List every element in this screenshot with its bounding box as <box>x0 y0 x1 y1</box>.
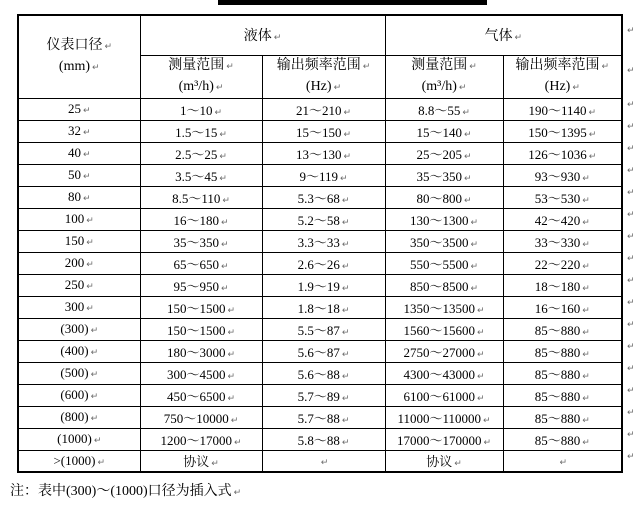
value-cell: 450～6500 ↵ <box>140 384 262 406</box>
footnote-text: 注：表中(300)～(1000)口径为插入式 <box>10 484 232 499</box>
gas-frequency-unit: (Hz) <box>544 78 571 94</box>
line-break-mark: ↵ <box>341 437 350 448</box>
value-cell: 33～330 ↵ <box>503 230 622 252</box>
value-cell: 18～180 ↵ <box>503 274 622 296</box>
table-row <box>18 230 622 252</box>
row-end-mark: ↵ <box>627 66 635 76</box>
line-break-mark: ↵ <box>215 82 224 93</box>
value-cell: 21～210 ↵ <box>262 98 385 120</box>
gas-range-unit: (m³/h) <box>421 78 457 94</box>
value-cell: 15～150 ↵ <box>262 120 385 142</box>
line-break-mark: ↵ <box>601 61 610 72</box>
table-row <box>18 340 622 362</box>
row-end-mark: ↵ <box>627 452 635 462</box>
value-cell: 9～119 ↵ <box>262 164 385 186</box>
line-break-mark: ↵ <box>582 173 590 184</box>
line-break-mark: ↵ <box>220 239 229 250</box>
value-cell <box>262 450 385 472</box>
table-row <box>18 98 622 120</box>
flow-meter-spec-table <box>17 14 623 473</box>
value-cell: 1.8～18 ↵ <box>262 296 385 318</box>
line-break-mark: ↵ <box>341 239 350 250</box>
value-cell: 5.8～88 ↵ <box>262 428 385 450</box>
line-break-mark: ↵ <box>582 283 590 294</box>
line-break-mark: ↵ <box>333 82 342 93</box>
value-cell: 80～800 ↵ <box>385 186 503 208</box>
value-cell: 850～8500 ↵ <box>385 274 503 296</box>
value-cell: 22～220 ↵ <box>503 252 622 274</box>
value-cell: 53～530 ↵ <box>503 186 622 208</box>
line-break-mark: ↵ <box>588 151 597 162</box>
header-cell-gas-range <box>385 55 503 98</box>
line-break-mark: ↵ <box>90 326 99 336</box>
line-break-mark: ↵ <box>219 129 227 140</box>
line-break-mark: ↵ <box>470 239 479 250</box>
line-break-mark: ↵ <box>227 349 236 360</box>
gas-frequency-label: 输出频率范围 <box>515 57 600 73</box>
row-end-mark: ↵ <box>627 144 635 154</box>
row-end-mark: ↵ <box>627 254 635 264</box>
header-cell-liquid-group <box>140 15 385 55</box>
line-break-mark: ↵ <box>82 172 91 182</box>
value-cell: 130～1300 ↵ <box>385 208 503 230</box>
line-break-mark: ↵ <box>90 414 99 424</box>
line-break-mark: ↵ <box>477 371 485 382</box>
line-break-mark: ↵ <box>219 173 227 184</box>
line-break-mark: ↵ <box>582 349 590 360</box>
table-row <box>18 450 622 472</box>
line-break-mark: ↵ <box>86 282 94 292</box>
diameter-cell: 80 ↵ <box>18 186 140 208</box>
line-break-mark: ↵ <box>82 150 91 160</box>
line-break-mark: ↵ <box>226 61 234 72</box>
header-row-groups <box>18 15 622 55</box>
line-break-mark: ↵ <box>340 173 348 184</box>
line-break-mark: ↵ <box>582 305 590 316</box>
line-break-mark: ↵ <box>82 194 91 204</box>
value-cell: 1～10 ↵ <box>140 98 262 120</box>
value-cell: 5.7～89 ↵ <box>262 384 385 406</box>
line-break-mark: ↵ <box>82 128 91 138</box>
line-break-mark: ↵ <box>483 437 492 448</box>
diameter-cell: (300) ↵ <box>18 318 140 340</box>
header-cell-liquid-range <box>140 55 262 98</box>
line-break-mark: ↵ <box>86 216 94 226</box>
line-break-mark: ↵ <box>90 392 99 402</box>
value-cell: 1350～13500 ↵ <box>385 296 503 318</box>
table-body <box>18 98 622 472</box>
value-cell: 85～880 ↵ <box>503 428 622 450</box>
row-end-mark: ↵ <box>627 342 635 352</box>
line-break-mark: ↵ <box>469 61 477 72</box>
line-break-mark: ↵ <box>86 304 94 314</box>
line-break-mark: ↵ <box>220 283 229 294</box>
row-end-mark: ↵ <box>627 210 635 220</box>
value-cell: 85～880 ↵ <box>503 340 622 362</box>
diameter-cell: 50 ↵ <box>18 164 140 186</box>
value-cell: 300～4500 ↵ <box>140 362 262 384</box>
table-row <box>18 428 622 450</box>
line-break-mark: ↵ <box>582 239 590 250</box>
diameter-cell: 32 ↵ <box>18 120 140 142</box>
table-row <box>18 362 622 384</box>
line-break-mark: ↵ <box>227 327 236 338</box>
line-break-mark: ↵ <box>477 393 485 404</box>
diameter-cell: (400) ↵ <box>18 340 140 362</box>
value-cell: 16～160 ↵ <box>503 296 622 318</box>
value-cell: 2750～27000 ↵ <box>385 340 503 362</box>
value-cell: 2.5～25 ↵ <box>140 142 262 164</box>
value-cell: 2.6～26 ↵ <box>262 252 385 274</box>
line-break-mark: ↵ <box>220 217 229 228</box>
value-cell: 35～350 ↵ <box>385 164 503 186</box>
line-break-mark: ↵ <box>582 437 590 448</box>
line-break-mark: ↵ <box>464 129 472 140</box>
line-break-mark: ↵ <box>227 371 236 382</box>
line-break-mark: ↵ <box>86 238 94 248</box>
row-end-mark: ↵ <box>627 122 635 132</box>
line-break-mark: ↵ <box>341 305 350 316</box>
table-row <box>18 120 622 142</box>
line-break-mark: ↵ <box>341 393 350 404</box>
table-row <box>18 208 622 230</box>
line-break-mark: ↵ <box>90 370 99 380</box>
diameter-cell: (1000) ↵ <box>18 428 140 450</box>
line-break-mark: ↵ <box>470 217 479 228</box>
value-cell: 85～880 ↵ <box>503 362 622 384</box>
row-end-mark: ↵ <box>627 26 635 36</box>
value-cell: 25～205 ↵ <box>385 142 503 164</box>
gas-group-label: 气体 <box>484 29 513 45</box>
diameter-cell: 40 ↵ <box>18 142 140 164</box>
row-end-mark: ↵ <box>627 320 635 330</box>
header-cell-liquid-frequency <box>262 55 385 98</box>
row-end-mark: ↵ <box>627 298 635 308</box>
row-end-mark: ↵ <box>627 430 635 440</box>
value-cell: 85～880 ↵ <box>503 406 622 428</box>
line-break-mark: ↵ <box>588 129 597 140</box>
diameter-cell: 100 ↵ <box>18 208 140 230</box>
row-end-mark: ↵ <box>627 166 635 176</box>
line-break-mark: ↵ <box>341 371 350 382</box>
line-break-mark: ↵ <box>582 217 590 228</box>
header-cell-gas-group <box>385 15 622 55</box>
line-break-mark: ↵ <box>341 195 350 206</box>
line-break-mark: ↵ <box>464 195 472 206</box>
value-cell: 1.5～15 ↵ <box>140 120 262 142</box>
line-break-mark: ↵ <box>219 151 227 162</box>
line-break-mark: ↵ <box>462 107 470 118</box>
line-break-mark: ↵ <box>464 151 472 162</box>
value-cell: 93～930 ↵ <box>503 164 622 186</box>
line-break-mark: ↵ <box>211 459 219 470</box>
value-cell: 750～10000 ↵ <box>140 406 262 428</box>
value-cell: 1.9～19 ↵ <box>262 274 385 296</box>
table-row <box>18 186 622 208</box>
value-cell: 150～1500 ↵ <box>140 318 262 340</box>
line-break-mark: ↵ <box>214 107 223 118</box>
row-end-mark: ↵ <box>627 408 635 418</box>
value-cell: 3.3～33 ↵ <box>262 230 385 252</box>
line-break-mark: ↵ <box>483 415 491 426</box>
line-break-mark: ↵ <box>341 217 350 228</box>
line-break-mark: ↵ <box>341 327 350 338</box>
line-break-mark: ↵ <box>470 261 479 272</box>
line-break-mark: ↵ <box>582 415 590 426</box>
line-break-mark: ↵ <box>343 129 352 140</box>
line-break-mark: ↵ <box>477 305 485 316</box>
line-break-mark: ↵ <box>97 457 106 468</box>
row-end-marks-column <box>627 14 639 470</box>
line-break-mark: ↵ <box>227 305 236 316</box>
liquid-frequency-unit: (Hz) <box>305 78 332 94</box>
line-break-mark: ↵ <box>582 393 590 404</box>
value-cell: 180～3000 ↵ <box>140 340 262 362</box>
value-cell: 4300～43000 ↵ <box>385 362 503 384</box>
value-cell: 16～180 ↵ <box>140 208 262 230</box>
row-end-mark: ↵ <box>627 100 635 110</box>
value-cell: 350～3500 ↵ <box>385 230 503 252</box>
line-break-mark: ↵ <box>588 107 597 118</box>
value-cell: 5.7～88 ↵ <box>262 406 385 428</box>
line-break-mark: ↵ <box>362 61 371 72</box>
liquid-group-label: 液体 <box>243 29 272 45</box>
line-break-mark: ↵ <box>582 195 590 206</box>
table-row <box>18 296 622 318</box>
line-break-mark: ↵ <box>572 82 580 93</box>
line-break-mark: ↵ <box>341 349 350 360</box>
value-cell: 550～5500 ↵ <box>385 252 503 274</box>
line-break-mark: ↵ <box>233 437 242 448</box>
line-break-mark: ↵ <box>341 261 350 272</box>
value-cell <box>503 450 622 472</box>
diameter-cell: (600) ↵ <box>18 384 140 406</box>
value-cell: 85～880 ↵ <box>503 384 622 406</box>
row-end-mark: ↵ <box>627 276 635 286</box>
line-break-mark: ↵ <box>222 195 230 206</box>
value-cell: 5.6～87 ↵ <box>262 340 385 362</box>
table-row <box>18 274 622 296</box>
line-break-mark: ↵ <box>273 33 282 44</box>
value-cell: 6100～61000 ↵ <box>385 384 503 406</box>
value-cell: 42～420 ↵ <box>503 208 622 230</box>
value-cell: 8.8～55 ↵ <box>385 98 503 120</box>
line-break-mark: ↵ <box>86 260 94 270</box>
value-cell: 5.5～87 ↵ <box>262 318 385 340</box>
line-break-mark: ↵ <box>90 348 99 358</box>
value-cell: 协议 ↵ <box>385 450 503 472</box>
line-break-mark: ↵ <box>454 459 462 470</box>
line-break-mark: ↵ <box>220 261 229 272</box>
diameter-cell: 300 ↵ <box>18 296 140 318</box>
line-break-mark: ↵ <box>230 415 239 426</box>
diameter-label: 仪表口径 <box>46 37 103 53</box>
value-cell: 95～950 ↵ <box>140 274 262 296</box>
line-break-mark: ↵ <box>233 488 242 498</box>
value-cell: 15～140 ↵ <box>385 120 503 142</box>
value-cell: 5.2～58 ↵ <box>262 208 385 230</box>
line-break-mark: ↵ <box>477 327 485 338</box>
value-cell: 3.5～45 ↵ <box>140 164 262 186</box>
value-cell: 1560～15600 ↵ <box>385 318 503 340</box>
header-cell-gas-frequency <box>503 55 622 98</box>
value-cell: 协议 ↵ <box>140 450 262 472</box>
value-cell: 11000～110000 ↵ <box>385 406 503 428</box>
table-row <box>18 384 622 406</box>
line-break-mark: ↵ <box>341 415 350 426</box>
row-end-mark: ↵ <box>627 188 635 198</box>
diameter-cell: (800) ↵ <box>18 406 140 428</box>
liquid-frequency-label: 输出频率范围 <box>276 57 361 73</box>
table-row <box>18 142 622 164</box>
line-break-mark: ↵ <box>92 62 100 73</box>
line-break-mark: ↵ <box>343 107 352 118</box>
line-break-mark: ↵ <box>464 173 472 184</box>
line-break-mark: ↵ <box>82 106 91 116</box>
value-cell: 65～650 ↵ <box>140 252 262 274</box>
diameter-unit: (mm) <box>58 58 91 74</box>
line-break-mark: ↵ <box>104 41 113 52</box>
value-cell: 5.6～88 ↵ <box>262 362 385 384</box>
line-break-mark: ↵ <box>343 151 352 162</box>
line-break-mark: ↵ <box>320 457 329 468</box>
footnote <box>10 480 241 500</box>
line-break-mark: ↵ <box>227 393 236 404</box>
value-cell: 35～350 ↵ <box>140 230 262 252</box>
line-break-mark: ↵ <box>93 436 102 446</box>
value-cell: 5.3～68 ↵ <box>262 186 385 208</box>
line-break-mark: ↵ <box>559 457 568 468</box>
line-break-mark: ↵ <box>582 371 590 382</box>
diameter-cell: 150 ↵ <box>18 230 140 252</box>
line-break-mark: ↵ <box>458 82 467 93</box>
value-cell: 1200～17000 ↵ <box>140 428 262 450</box>
line-break-mark: ↵ <box>582 261 590 272</box>
diameter-cell: 25 ↵ <box>18 98 140 120</box>
value-cell: 17000～170000 ↵ <box>385 428 503 450</box>
line-break-mark: ↵ <box>477 349 485 360</box>
diameter-cell: >(1000) ↵ <box>18 450 140 472</box>
line-break-mark: ↵ <box>341 283 350 294</box>
table-row <box>18 252 622 274</box>
value-cell: 150～1395 ↵ <box>503 120 622 142</box>
table-row <box>18 164 622 186</box>
liquid-range-unit: (m³/h) <box>178 78 214 94</box>
title-underline-bar <box>218 0 487 5</box>
line-break-mark: ↵ <box>582 327 590 338</box>
value-cell: 8.5～110 ↵ <box>140 186 262 208</box>
row-end-mark: ↵ <box>627 364 635 374</box>
value-cell: 85～880 ↵ <box>503 318 622 340</box>
line-break-mark: ↵ <box>470 283 479 294</box>
row-end-mark: ↵ <box>627 386 635 396</box>
header-cell-diameter <box>18 15 140 98</box>
row-end-mark: ↵ <box>627 232 635 242</box>
value-cell: 13～130 ↵ <box>262 142 385 164</box>
table-row <box>18 406 622 428</box>
value-cell: 126～1036 ↵ <box>503 142 622 164</box>
value-cell: 190～1140 ↵ <box>503 98 622 120</box>
diameter-cell: (500) ↵ <box>18 362 140 384</box>
table-row <box>18 318 622 340</box>
line-break-mark: ↵ <box>514 33 523 44</box>
diameter-cell: 200 ↵ <box>18 252 140 274</box>
liquid-range-label: 测量范围 <box>168 57 225 73</box>
gas-range-label: 测量范围 <box>411 57 468 73</box>
diameter-cell: 250 ↵ <box>18 274 140 296</box>
value-cell: 150～1500 ↵ <box>140 296 262 318</box>
